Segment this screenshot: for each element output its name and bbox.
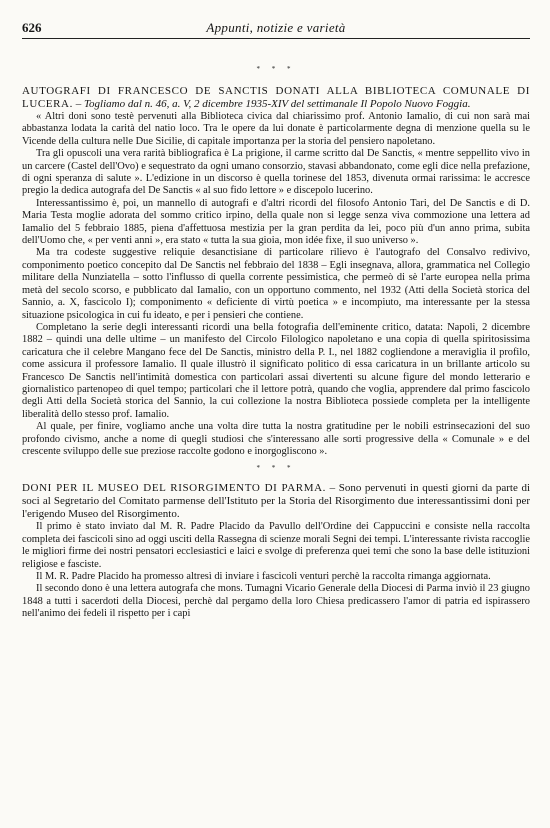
article-paragraph: Il primo è stato inviato dal M. R. Padre Placido da Pavullo dell'Ordine dei Cappuccini e consiste nella raccolta completa dei fascicoli sino ad oggi usciti della Rassegna di scienze morali Segni dei tempi. L'interessante rivista raccoglie le migliori firme dei nostri pensatori ecclesiastici e laici e svolge di preferenza quei temi che sono la base delle istituzioni religiose e fasciste. — [22, 521, 530, 570]
section-divider: * * * — [256, 464, 296, 473]
article-paragraph: Tra gli opuscoli una vera rarità bibliografica è La prigione, il carme scritto dal De Sanctis, « mentre seppellito vivo in un carcere (Castel dell'Ovo) e sequestrato da ogni umano consorzio, stavasi abbandonato, come egli dice nella prefazione, di ogni speranza di salute ». L'edizione in un discorso è quella torinese del 1853, divenuta ormai rarissima: le accresce pregio la dedica autografa del De Sanctis « al suo fido lettore » e discepolo lucerino. — [22, 148, 530, 197]
article-source: – Togliamo dal n. 46, a. V, 2 dicembre 1935-XIV del settimanale Il Popolo Nuovo Foggia. — [75, 98, 471, 110]
article-paragraph: Completano la serie degli interessanti ricordi una bella fotografia dell'eminente critico, datata: Napoli, 2 dicembre 1882 – quindi una delle ultime – un manifesto del Circolo Filologico napoletano e una copia di quella spiritosissima caricatura che il celebre Mangano fece del De Sanctis, ministro della P. I., nel 1882 cogliendone a meraviglia il profilo, come assicura il professore Iamalio. Il quale illustrò il significato politico di essa caricatura in un brillante articolo su Francesco De Sanctis nell'intimità domestica con particolari assai divertenti su alcune figure del mondo letterario e giornalistico partenopeo di quel tempo; particolari che il lettore potrà, quando che voglia, apprendere dal primo fascicolo degli Atti della Società storica del Sannio, la cui collezione la nostra Biblioteca possiede completa per la intelligente liberalità dello stesso prof. Iamalio. — [22, 321, 530, 420]
article-doni-parma — [22, 482, 530, 620]
article-title: AUTOGRAFI DI FRANCESCO DE SANCTIS DONATI ALLA BIBLIOTECA COMUNALE DI LUCERA. — [22, 85, 530, 110]
article-paragraph: Il secondo dono è una lettera autografa che mons. Tumagni Vicario Generale della Diocesi di Parma inviò il 23 giugno 1848 a tutti i sacerdoti della Diocesi, perchè dal pergamo della loro Chiesa predicassero l'amor di patria ed ispirassero nell'animo dei fedeli il rispetto per i capi — [22, 583, 530, 620]
article-heading — [22, 482, 530, 521]
article-paragraph: Al quale, per finire, vogliamo anche una volta dire tutta la nostra gratitudine per le nobili estrinsecazioni del suo profondo civismo, anche a nome di quegli studiosi che s'interessano alle sorti progressive della « Comunale » e del crescente sviluppo delle sue preziose raccolte godono e inorgogliscono ». — [22, 421, 530, 457]
page-number: 626 — [22, 20, 42, 35]
article-paragraph: Il M. R. Padre Placido ha promesso altresì di inviare i fascicoli venturi perchè la raccolta rimanga aggiornata. — [36, 571, 491, 582]
article-source: – Sono pervenuti in questi giorni da parte di soci al Segretario del Comitato parmense dell'Istituto per la Storia del Risorgimento due interessantissimi doni per l'erigendo Museo del Risorgimento. — [22, 482, 531, 521]
article-paragraph: « Altri doni sono testè pervenuti alla Biblioteca civica dal chiarissimo prof. Antonio Iamalio, di cui non sarà mai abbastanza lodata la carità del natio loco. Tra le opere da lui donate è particolarmente degna di menzione quella su le Vicende della cultura nelle Due Sicilie, di capitale importanza per la storia del pensiero napoletano. — [22, 111, 530, 147]
page-header — [22, 20, 530, 39]
section-divider: * * * — [256, 65, 296, 73]
article-autografi — [22, 85, 530, 458]
running-title: Appunti, notizie e varietà — [206, 20, 346, 35]
article-paragraph: Interessantissimo è, poi, un mannello di autografi e d'altri ricordi del filosofo Antonio Tari, del De Sanctis e di D. Maria Testa moglie adorata del sommo critico irpino, della quale non si legge senza viva commozione una lettera ad Iamalio del 5 febbraio 1885, piena d'affettuosa mestizia per la gran perdita da lei, poco più d'un anno prima, subita dell'Uomo che, « per venti anni », era stato « tutta la sua gioia, mon idée fixe, il suo universo ». — [22, 197, 530, 247]
article-paragraph: Ma tra codeste suggestive reliquie desanctisiane di particolare rilievo è l'autografo del Consalvo redivivo, componimento poetico concepito dal De Sanctis nel febbraio del 1838 – Egli insegnava, allora, grammatica nel Collegio militare della Nunziatella – sotto l'influsso di quella corrente pessimistica, che permeò di sè l'arte europea nella prima metà del secolo scorso, e pubblicato dal Iamalio, con un opportuno commento, nel 1932 (Atti della Società storica del Sannio, a. X, fascicolo I); componimento « deficiente di virtù poetica » e incompiuto, ma interessante per la stessa situazione psicologica in cui fu ideato, e per i pensieri che contiene. — [22, 247, 530, 321]
article-title: DONI PER IL MUSEO DEL RISORGIMENTO DI PARMA. — [22, 482, 327, 495]
article-heading — [22, 85, 530, 111]
